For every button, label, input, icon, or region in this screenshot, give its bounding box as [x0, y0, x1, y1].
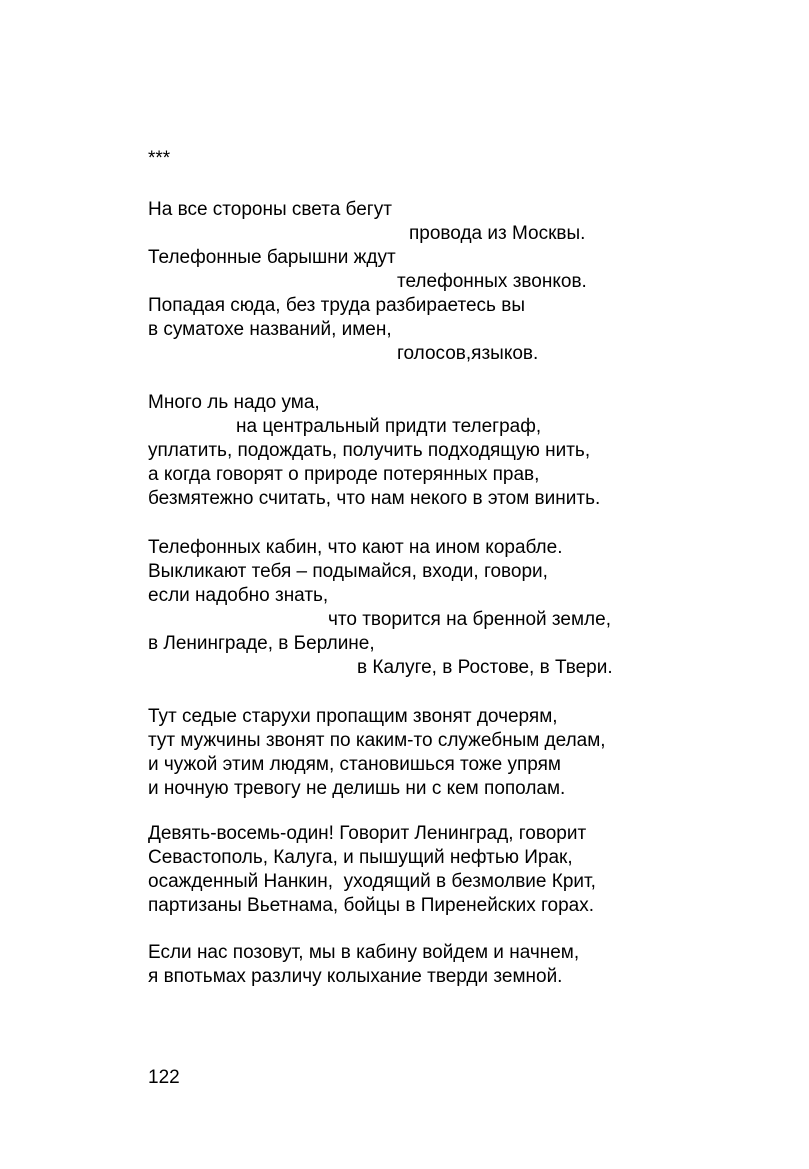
poem-line: а когда говорят о природе потерянных прав,: [148, 464, 540, 485]
poem-line: На все стороны света бегут: [148, 199, 392, 220]
poem-line: если надобно знать,: [148, 585, 329, 606]
poem-line: Попадая сюда, без труда разбираетесь вы: [148, 295, 525, 316]
poem-line: Девять-восемь-один! Говорит Ленинград, говорит: [148, 823, 587, 844]
poem-line: и чужой этим людям, становишься тоже упрям: [148, 754, 561, 775]
poem-line: в Ленинграде, в Берлине,: [148, 633, 375, 654]
poem-line: и ночную тревогу не делишь ни с кем пополам.: [148, 778, 566, 799]
poem-line: я впотьмах различу колыхание тверди земной.: [148, 966, 563, 987]
page-number: 122: [148, 1067, 180, 1088]
poem-line: уплатить, подождать, получить подходящую нить,: [148, 440, 591, 461]
poem-line: Телефонные барышни ждут: [148, 247, 396, 268]
poem-line: в Калуге, в Ростове, в Твери.: [357, 657, 613, 678]
poem-line: провода из Москвы.: [409, 223, 586, 244]
poem-line: тут мужчины звонят по каким-то служебным делам,: [148, 730, 606, 751]
poem-line: Если нас позовут, мы в кабину войдем и начнем,: [148, 942, 580, 963]
poem-line: на центральный придти телеграф,: [236, 416, 542, 437]
stanza-separator: ***: [148, 148, 171, 169]
poem-line: в суматохе названий, имен,: [148, 319, 392, 340]
poem-line: Много ль надо ума,: [148, 392, 320, 413]
poem-line: партизаны Вьетнама, бойцы в Пиренейских горах.: [148, 895, 595, 916]
poem-line: что творится на бренной земле,: [328, 609, 611, 630]
poem-line: телефонных звонков.: [397, 271, 587, 292]
poem-line: безмятежно считать, что нам некого в этом винить.: [148, 488, 601, 509]
poem-line: Телефонных кабин, что кают на ином корабле.: [148, 537, 563, 558]
poem-line: голосов,языков.: [397, 343, 539, 364]
poem-line: Выкликают тебя – подымайся, входи, говори,: [148, 561, 548, 582]
poem-line: осажденный Нанкин, уходящий в безмолвие Крит,: [148, 871, 596, 892]
poem-line: Тут седые старухи пропащим звонят дочерям,: [148, 706, 558, 727]
poem-line: Севастополь, Калуга, и пышущий нефтью Ирак,: [148, 847, 573, 868]
